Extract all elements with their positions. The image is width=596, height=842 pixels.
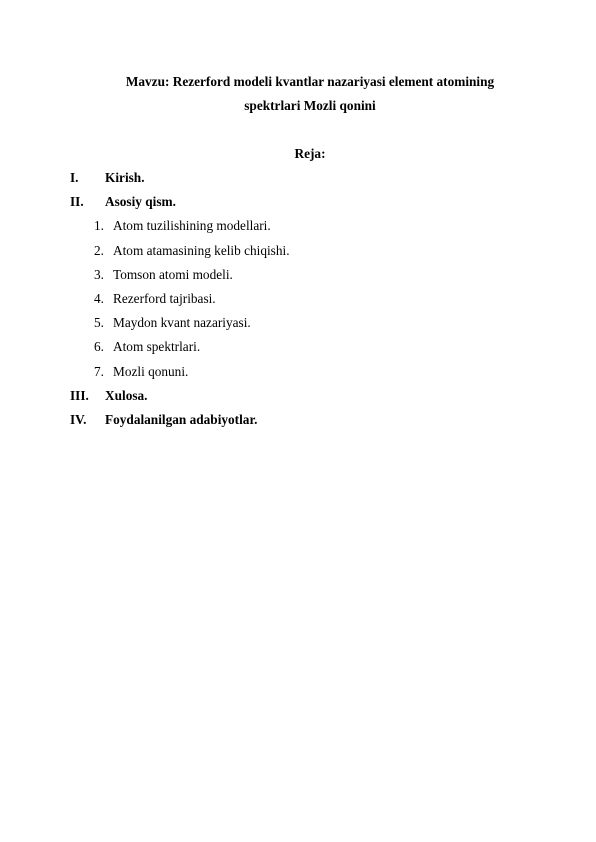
- subitem-label: Rezerford tajribasi.: [113, 290, 216, 306]
- subitem-number: 7.: [94, 363, 104, 379]
- outline-section: [0, 388, 596, 412]
- subitem-label: Atom atamasining kelib chiqishi.: [113, 242, 290, 258]
- subitem-number: 5.: [94, 315, 104, 331]
- subitem-number: 1.: [94, 218, 104, 234]
- section-numeral: II.: [70, 194, 84, 210]
- subitem-number: 6.: [94, 339, 104, 355]
- subitem-number: 3.: [94, 266, 104, 282]
- document-title-line-2: spektrlari Mozli qonini: [244, 98, 376, 113]
- section-label: Xulosa.: [105, 387, 148, 403]
- outline-subitem: [0, 291, 596, 315]
- outline-section: [0, 412, 596, 436]
- section-numeral: IV.: [70, 411, 87, 427]
- outline-subitem: [0, 339, 596, 363]
- subitem-number: 2.: [94, 242, 104, 258]
- section-label: Foydalanilgan adabiyotlar.: [105, 411, 258, 427]
- subitem-number: 4.: [94, 290, 104, 306]
- plan-heading: Reja:: [294, 146, 326, 161]
- subitem-label: Atom tuzilishining modellari.: [113, 218, 271, 234]
- section-numeral: I.: [70, 170, 79, 185]
- outline-section: [0, 194, 596, 218]
- section-numeral: III.: [70, 387, 89, 403]
- section-label: Kirish.: [105, 170, 145, 185]
- outline-subitem: [0, 218, 596, 242]
- outline-subitem: [0, 315, 596, 339]
- subitem-label: Maydon kvant nazariyasi.: [113, 315, 251, 331]
- plan-outline: [0, 170, 596, 436]
- outline-subitem: [0, 243, 596, 267]
- section-label: Asosiy qism.: [105, 194, 176, 210]
- subitem-label: Atom spektrlari.: [113, 339, 201, 355]
- outline-subitem: [0, 267, 596, 291]
- outline-section: [0, 170, 596, 194]
- outline-subitem: [0, 364, 596, 388]
- document-title-line-1: Mavzu: Rezerford modeli kvantlar nazariyasi element atomining: [125, 74, 495, 89]
- subitem-label: Tomson atomi modeli.: [113, 266, 233, 282]
- subitem-label: Mozli qonuni.: [113, 363, 189, 379]
